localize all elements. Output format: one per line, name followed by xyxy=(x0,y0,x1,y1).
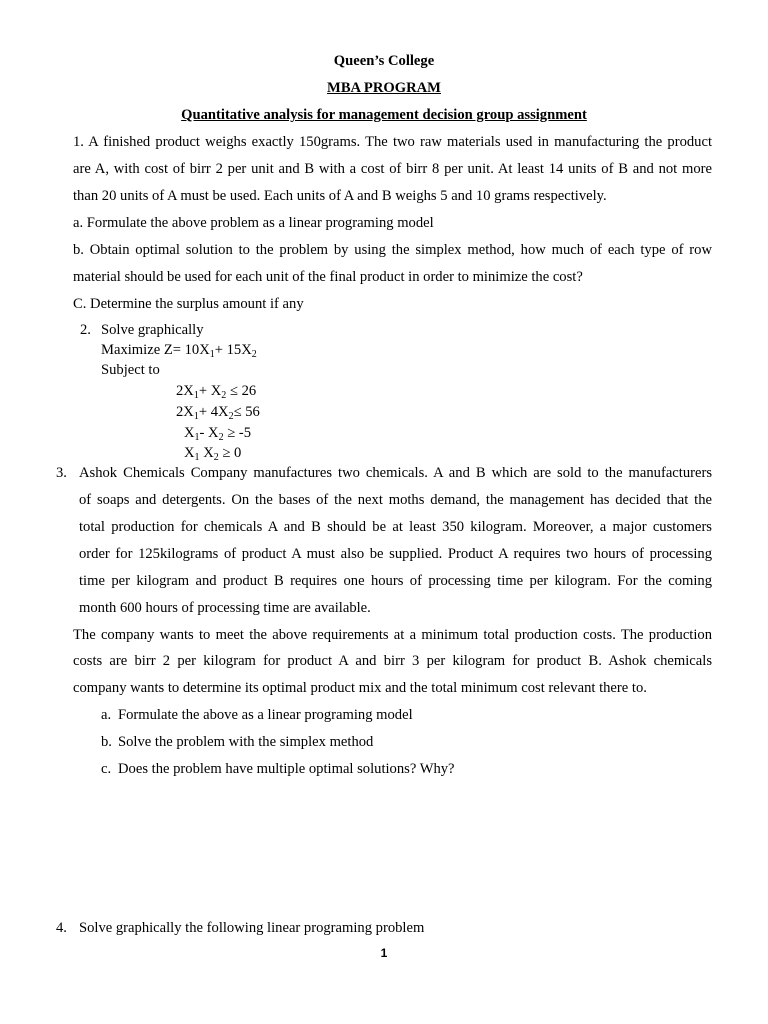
q3-part-c-text: Does the problem have multiple optimal solutions? Why? xyxy=(118,761,455,777)
q1-line-2: are A, with cost of birr 2 per unit and B with a cost of birr 8 per unit. At least 14 units of B and not more xyxy=(73,161,712,177)
q4-number: 4. xyxy=(56,920,67,936)
q2-number: 2. xyxy=(80,322,91,338)
q3-line-5: time per kilogram and product B requires one hours of processing time per kilogram. For the coming xyxy=(79,573,712,589)
q2-constraint-1: $2X_1+ X_2 \le 26$ xyxy=(176,383,257,401)
q3-para2-line-3: company wants to determine its optimal product mix and the total minimum cost relevant there to. xyxy=(73,680,647,696)
q2-constraint-3: $X_1-$ $X_2 \ge -5$ xyxy=(184,425,252,443)
q3-number: 3. xyxy=(56,465,67,481)
q3-part-a-text: Formulate the above as a linear programing model xyxy=(118,707,413,723)
q1-part-b-line-2: material should be used for each unit of the final product in order to minimize the cost? xyxy=(73,269,583,285)
q3-line-6: month 600 hours of processing time are available. xyxy=(79,600,371,616)
q3-part-a-label: a. xyxy=(101,707,112,723)
q1-line-1: 1. A finished product weighs exactly 150grams. The two raw materials used in manufacturing the product xyxy=(73,134,712,150)
q3-para2-line-1: The company wants to meet the above requirements at a minimum total production costs. The production xyxy=(73,627,712,643)
q4-text: Solve graphically the following linear programing problem xyxy=(79,920,425,936)
page-number: 1 xyxy=(380,946,388,960)
assignment-title: Quantitative analysis for management decision group assignment xyxy=(181,107,587,123)
q2-objective: Maximize $Z= 10X_1+ 15X_2$ xyxy=(101,342,257,360)
q3-line-4: order for 125kilograms of product A must also be supplied. Product A requires two hours of processing xyxy=(79,546,712,562)
q2-constraint-4: $X_1$ $X_2 \ge 0$ xyxy=(184,445,242,463)
college-name: Queen’s College xyxy=(333,53,435,69)
q1-part-c: C. Determine the surplus amount if any xyxy=(73,296,304,312)
q1-part-b-line-1: b. Obtain optimal solution to the problem by using the simplex method, how much of each type of row xyxy=(73,242,712,258)
q1-part-a: a. Formulate the above problem as a linear programing model xyxy=(73,215,434,231)
q2-constraint-2: $2X_1+ 4X_2\le 56$ xyxy=(176,404,260,422)
q3-line-1: Ashok Chemicals Company manufactures two chemicals. A and B which are sold to the manufacturers xyxy=(79,465,712,481)
q3-part-b-label: b. xyxy=(101,734,112,750)
q3-part-b-text: Solve the problem with the simplex method xyxy=(118,734,374,750)
q3-part-c-label: c. xyxy=(101,761,112,777)
q3-line-2: of soaps and detergents. On the bases of the next moths demand, the management has decided that the xyxy=(79,492,712,508)
q2-subject-to: Subject to xyxy=(101,362,160,378)
q3-line-3: total production for chemicals A and B should be at least 350 kilogram. Moreover, a major customers xyxy=(79,519,712,535)
q2-title: Solve graphically xyxy=(101,322,204,338)
program-title: MBA PROGRAM xyxy=(327,80,441,96)
q3-para2-line-2: costs are birr 2 per kilogram for product A and birr 3 per kilogram for product B. Ashok chemicals xyxy=(73,653,712,669)
q1-line-3: than 20 units of A must be used. Each units of A and B weighs 5 and 10 grams respectively. xyxy=(73,188,607,204)
